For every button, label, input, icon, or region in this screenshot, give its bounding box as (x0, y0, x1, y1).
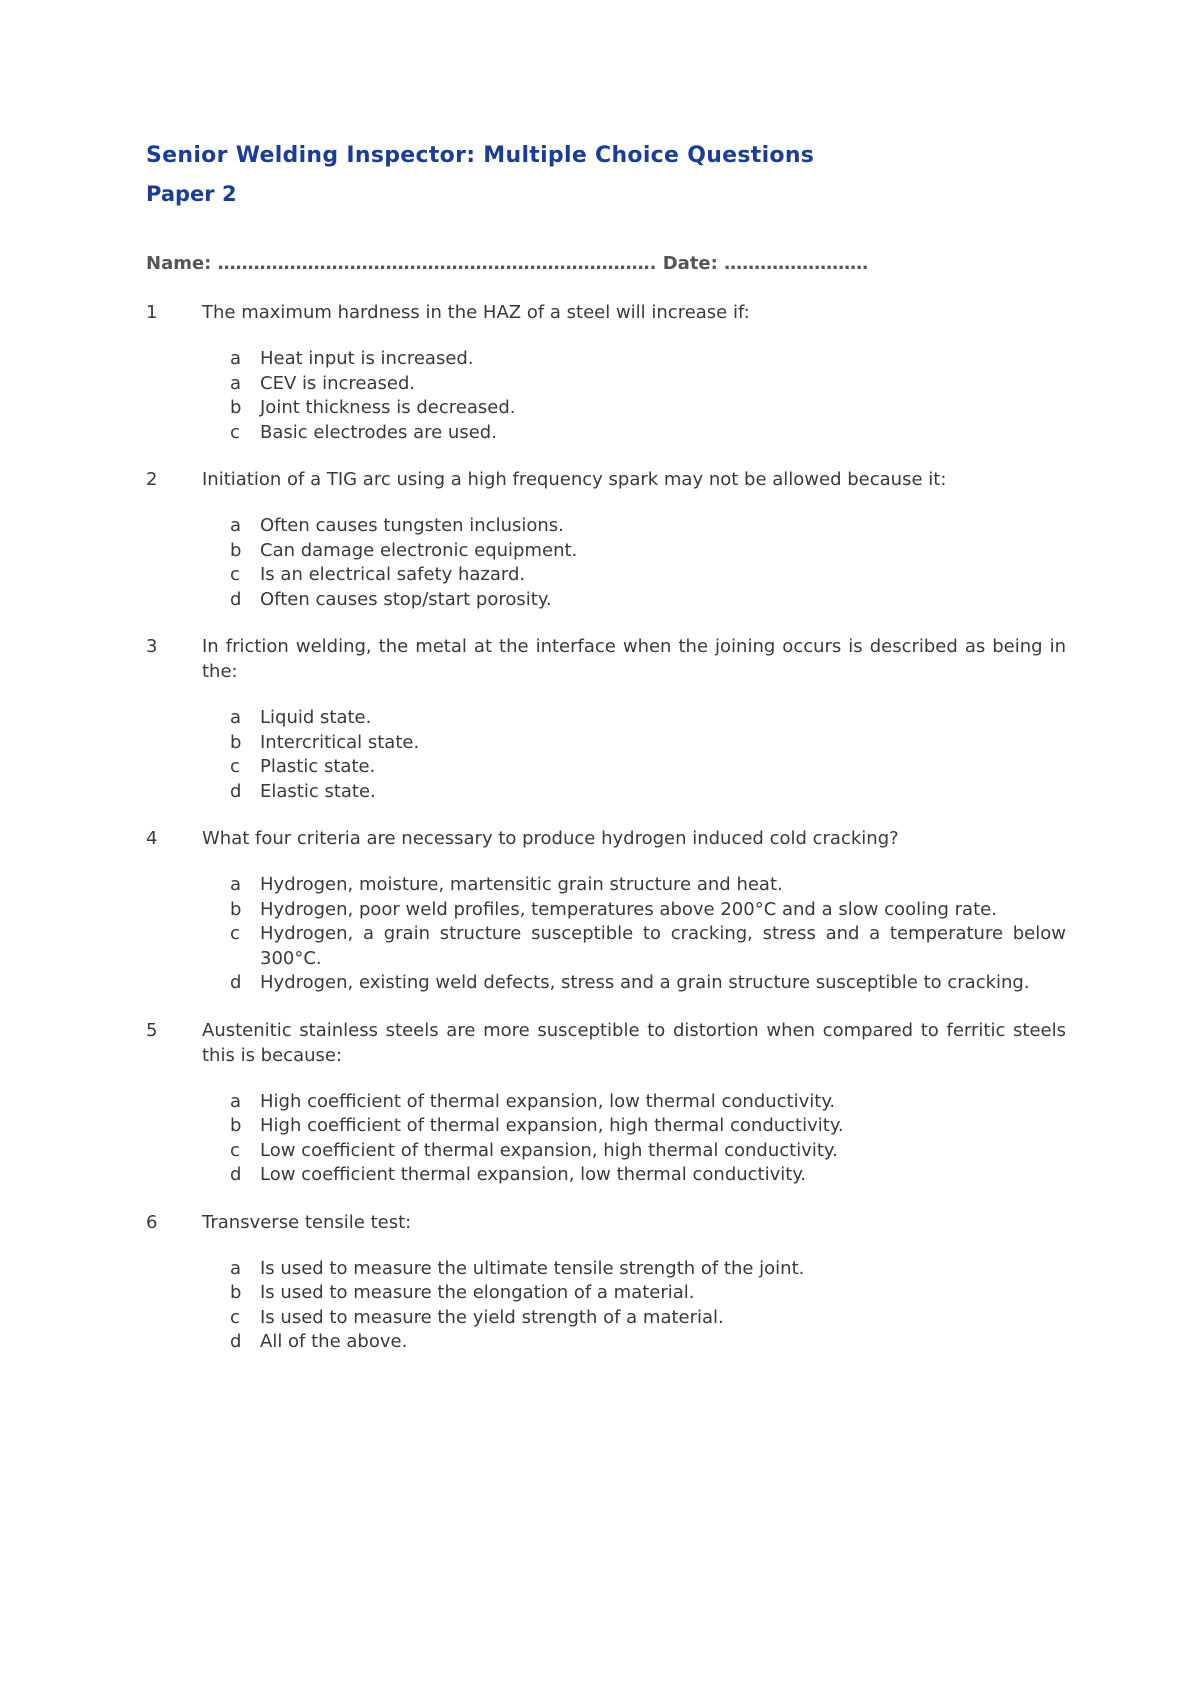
option-text: Intercritical state. (260, 731, 420, 753)
document-page (146, 140, 1066, 1373)
question-row (146, 300, 1066, 325)
question-number: 6 (146, 1211, 158, 1233)
option-text: Heat input is increased. (260, 348, 474, 369)
option-letter: c (230, 1306, 240, 1328)
option-text: Is an electrical safety hazard. (260, 564, 526, 585)
answer-option (230, 731, 1066, 756)
option-text: Joint thickness is decreased. (260, 397, 516, 418)
option-letter: a (230, 874, 242, 895)
option-text: Elastic state. (260, 780, 376, 802)
option-letter: d (230, 780, 242, 802)
question-item (146, 826, 1066, 996)
option-letter: d (230, 588, 242, 610)
question-number: 4 (146, 828, 158, 849)
option-text: Low coefficient of thermal expansion, high thermal conductivity. (260, 1139, 838, 1161)
option-letter: b (230, 539, 242, 561)
option-list (230, 1257, 1066, 1355)
option-text: High coefficient of thermal expansion, low thermal conductivity. (260, 1090, 836, 1112)
option-list (230, 1090, 1066, 1188)
option-letter: b (230, 397, 242, 418)
answer-option (230, 396, 1066, 421)
question-item (146, 467, 1066, 612)
question-text: In friction welding, the metal at the interface when the joining occurs is described as being in the: (202, 636, 1066, 682)
option-letter: b (230, 898, 242, 920)
option-letter: d (230, 972, 242, 993)
option-text: All of the above. (260, 1331, 408, 1352)
question-item (146, 1210, 1066, 1355)
option-letter: c (230, 564, 240, 585)
answer-option (230, 421, 1066, 446)
answer-option (230, 1139, 1066, 1164)
option-letter: b (230, 1115, 242, 1136)
answer-option (230, 755, 1066, 780)
question-number: 1 (146, 302, 158, 323)
option-list (230, 514, 1066, 612)
answer-option (230, 706, 1066, 731)
option-text: Hydrogen, a grain structure susceptible to cracking, stress and a temperature below 300°C. (260, 923, 1066, 969)
answer-option (230, 563, 1066, 588)
option-letter: c (230, 421, 240, 443)
question-row (146, 826, 1066, 851)
answer-option (230, 971, 1066, 996)
option-list (230, 706, 1066, 804)
option-text: Plastic state. (260, 756, 376, 777)
question-row (146, 1018, 1066, 1068)
option-text: Is used to measure the ultimate tensile strength of the joint. (260, 1257, 805, 1279)
option-letter: c (230, 756, 240, 777)
answer-option (230, 1090, 1066, 1115)
question-item (146, 1018, 1066, 1188)
option-text: Liquid state. (260, 707, 372, 728)
answer-option (230, 1114, 1066, 1139)
option-letter: c (230, 923, 240, 944)
option-text: Basic electrodes are used. (260, 421, 497, 443)
question-list (146, 300, 1066, 1355)
question-text: The maximum hardness in the HAZ of a steel will increase if: (202, 302, 750, 323)
option-text: High coefficient of thermal expansion, high thermal conductivity. (260, 1115, 844, 1136)
option-text: Is used to measure the elongation of a material. (260, 1282, 695, 1303)
answer-option (230, 588, 1066, 613)
question-text: Austenitic stainless steels are more susceptible to distortion when compared to ferritic steels this is because: (202, 1019, 1066, 1066)
option-letter: a (230, 1257, 242, 1279)
option-letter: a (230, 707, 242, 728)
option-letter: a (230, 1090, 242, 1112)
question-number: 5 (146, 1019, 158, 1041)
option-letter: a (230, 372, 242, 394)
option-text: Can damage electronic equipment. (260, 539, 578, 561)
option-letter: a (230, 348, 242, 369)
option-text: Low coefficient thermal expansion, low thermal conductivity. (260, 1164, 807, 1185)
option-letter: c (230, 1139, 240, 1161)
question-row (146, 467, 1066, 492)
option-letter: b (230, 731, 242, 753)
question-row (146, 1210, 1066, 1235)
option-list (230, 873, 1066, 996)
question-text: What four criteria are necessary to produce hydrogen induced cold cracking? (202, 828, 899, 849)
answer-option (230, 372, 1066, 397)
question-text: Transverse tensile test: (202, 1211, 412, 1233)
option-letter: b (230, 1282, 242, 1303)
answer-option (230, 347, 1066, 372)
answer-option (230, 1306, 1066, 1331)
option-text: Hydrogen, existing weld defects, stress and a grain structure susceptible to cracking. (260, 972, 1030, 993)
name-date-line: Name: ………………………………………………………………. Date: …………………… (146, 253, 869, 274)
answer-option (230, 873, 1066, 898)
option-text: Often causes stop/start porosity. (260, 588, 552, 610)
option-letter: a (230, 515, 242, 536)
question-item (146, 300, 1066, 445)
answer-option (230, 898, 1066, 923)
question-number: 3 (146, 636, 158, 657)
option-letter: d (230, 1331, 242, 1352)
option-text: Is used to measure the yield strength of a material. (260, 1306, 724, 1328)
question-row (146, 634, 1066, 684)
answer-option (230, 1257, 1066, 1282)
answer-option (230, 1330, 1066, 1355)
answer-option (230, 780, 1066, 805)
option-text: Often causes tungsten inclusions. (260, 515, 564, 536)
question-text: Initiation of a TIG arc using a high frequency spark may not be allowed because it: (202, 469, 947, 490)
page-subtitle: Paper 2 (146, 182, 237, 206)
option-text: CEV is increased. (260, 372, 416, 394)
question-number: 2 (146, 469, 158, 490)
answer-option (230, 1163, 1066, 1188)
option-text: Hydrogen, poor weld profiles, temperatures above 200°C and a slow cooling rate. (260, 898, 997, 920)
option-list (230, 347, 1066, 445)
option-letter: d (230, 1164, 242, 1185)
question-item (146, 634, 1066, 804)
page-title: Senior Welding Inspector: Multiple Choice Questions (146, 143, 815, 168)
answer-option (230, 539, 1066, 564)
answer-option (230, 514, 1066, 539)
answer-option (230, 1281, 1066, 1306)
answer-option (230, 922, 1066, 971)
option-text: Hydrogen, moisture, martensitic grain structure and heat. (260, 874, 783, 895)
